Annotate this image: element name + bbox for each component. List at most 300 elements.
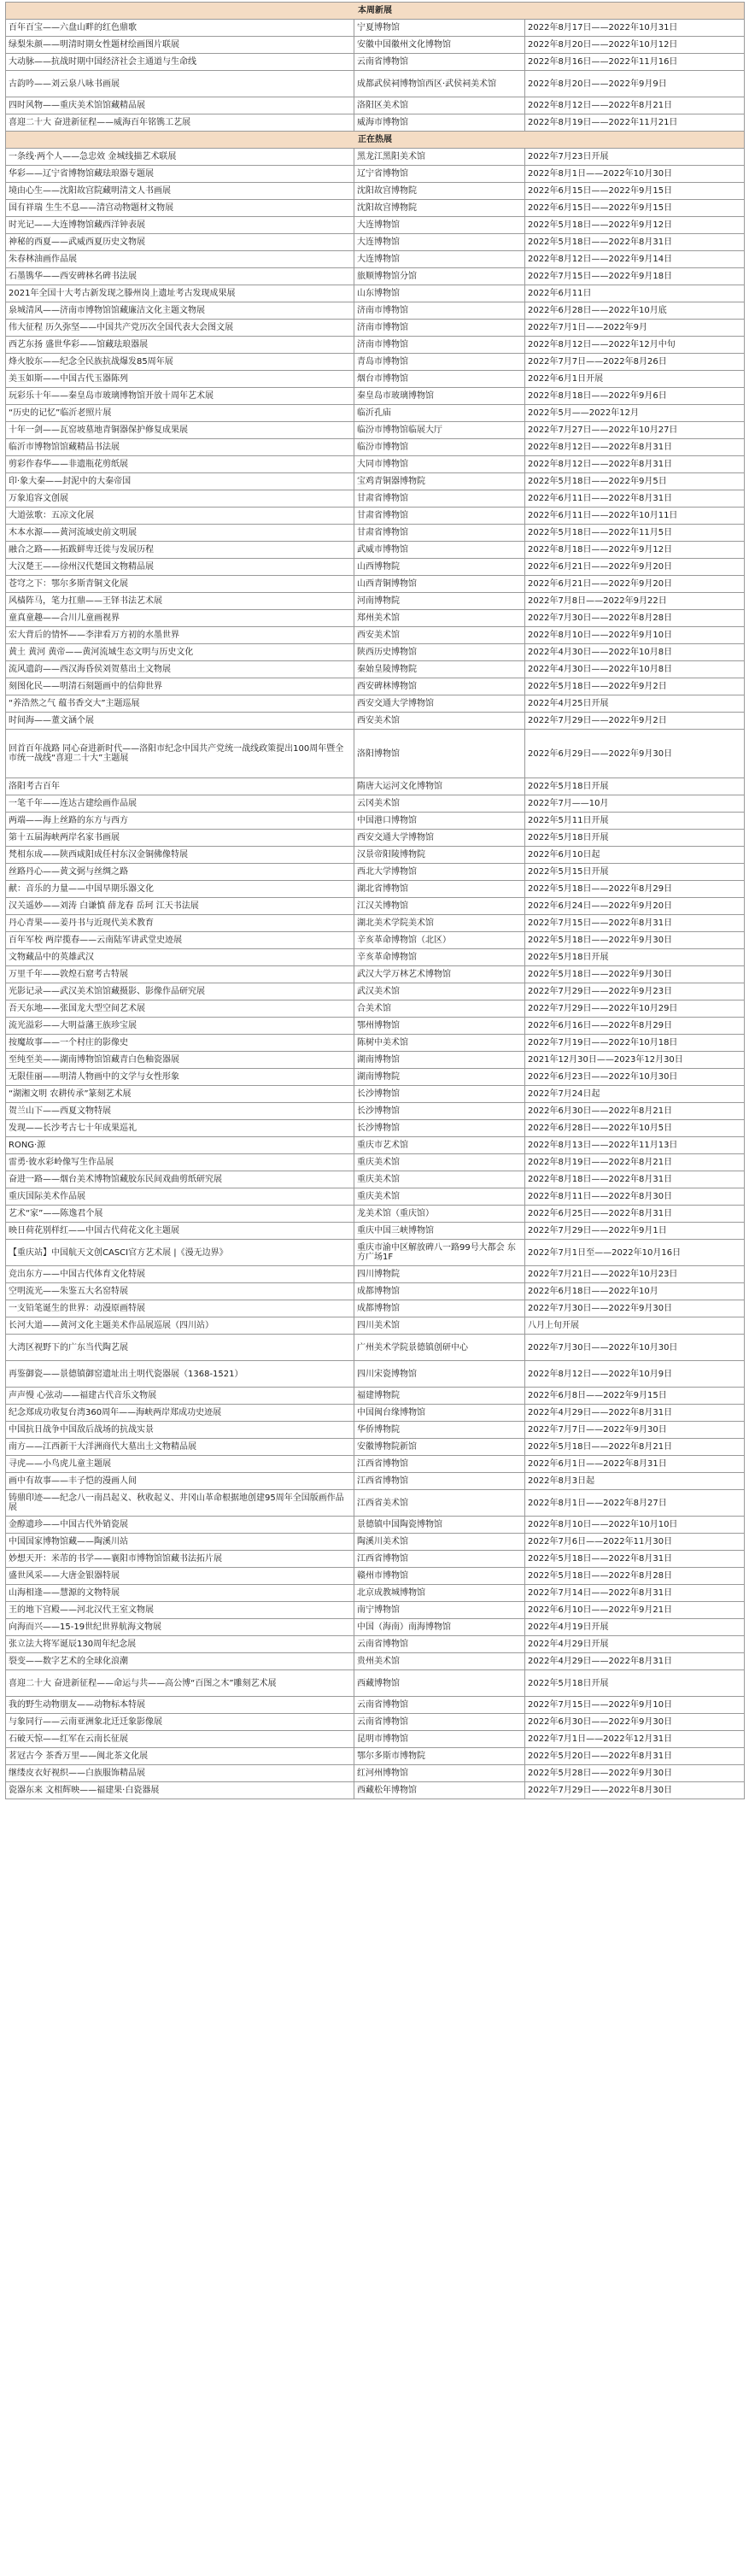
exhibition-name: 百年百宝——六盘山畔的红色鼎歌 (6, 20, 354, 37)
table-row (6, 966, 745, 983)
table-row (6, 593, 745, 610)
table-row (6, 285, 745, 302)
exhibition-date: 2022年8月12日——2022年10月9日 (525, 1361, 745, 1388)
exhibition-venue: 成都博物馆 (354, 1300, 525, 1317)
exhibition-name: 向海而兴——15-19世纪世界航海文物展 (6, 1619, 354, 1636)
exhibition-venue: 青岛市博物馆 (354, 354, 525, 371)
exhibition-date: 2022年8月12日——2022年12月中旬 (525, 337, 745, 354)
table-row (6, 1602, 745, 1619)
exhibition-venue: 沈阳故宫博物院 (354, 183, 525, 200)
table-row (6, 1765, 745, 1782)
table-row (6, 830, 745, 847)
exhibition-name: 映日荷花别样红——中国古代荷花文化主题展 (6, 1223, 354, 1240)
exhibition-name: 吾天东地——张国龙大型空间艺术展 (6, 1000, 354, 1018)
exhibition-name: 两端——海上丝路的东方与西方 (6, 813, 354, 830)
exhibition-name: 光影记录——武汉美术馆馆藏摄影、影像作品研究展 (6, 983, 354, 1000)
table-row (6, 932, 745, 949)
exhibition-name: 喜迎二十大 奋进新征程——命运与共——高公博“百图之木”雕刻艺术展 (6, 1670, 354, 1697)
exhibition-name: 临沂市博物馆馆藏精品书法展 (6, 439, 354, 456)
table-row (6, 490, 745, 508)
exhibition-name: 泉城清风——济南市博物馆馆藏廉洁文化主题文物展 (6, 302, 354, 320)
exhibition-date: 2022年6月16日——2022年8月29日 (525, 1018, 745, 1035)
table-row (6, 1283, 745, 1300)
exhibition-date: 2022年7月15日——2022年9月18日 (525, 268, 745, 285)
exhibition-name: 汉关遥妙——刘涛 白谦慎 薛龙春 岳珂 江天书法展 (6, 898, 354, 915)
exhibition-venue: 龙美术馆（重庆馆） (354, 1206, 525, 1223)
exhibition-venue: 福建博物院 (354, 1388, 525, 1405)
exhibition-date: 2022年6月25日——2022年8月31日 (525, 1206, 745, 1223)
table-row (6, 1405, 745, 1422)
exhibition-date: 2022年8月10日——2022年10月10日 (525, 1517, 745, 1534)
exhibition-name: 木本水源——黄河流域史前文明展 (6, 525, 354, 542)
exhibition-date: 2022年6月1日开展 (525, 371, 745, 388)
exhibition-date: 2022年7月15日——2022年8月31日 (525, 915, 745, 932)
exhibition-venue: 秦始皇陵博物院 (354, 661, 525, 678)
table-row (6, 388, 745, 405)
exhibition-name: 一条线·两个人——急忠效 金城线描艺术联展 (6, 149, 354, 166)
exhibition-venue: 华侨博物院 (354, 1422, 525, 1439)
exhibition-venue: 甘肃省博物馆 (354, 508, 525, 525)
exhibition-date: 2022年7月29日——2022年9月2日 (525, 713, 745, 730)
table-row (6, 542, 745, 559)
exhibition-name: 盛世风采——大唐金银器特展 (6, 1568, 354, 1585)
exhibition-venue: 威海市博物馆 (354, 114, 525, 132)
exhibition-date: 2022年5月18日开展 (525, 830, 745, 847)
table-row (6, 439, 745, 456)
exhibition-venue: 武汉美术馆 (354, 983, 525, 1000)
exhibition-date: 2022年4月29日——2022年8月31日 (525, 1405, 745, 1422)
exhibition-name: 梵相东成——陕西咸阳成任村东汉金铜佛像特展 (6, 847, 354, 864)
table-row (6, 1534, 745, 1551)
exhibition-venue: 大同市博物馆 (354, 456, 525, 473)
exhibition-date: 2022年5月18日开展 (525, 949, 745, 966)
table-row (6, 1069, 745, 1086)
table-row (6, 559, 745, 576)
exhibition-name: 石墨镌华——西安碑林名碑书法展 (6, 268, 354, 285)
section-header-row (6, 3, 745, 20)
exhibition-name: 献：音乐的力量——中国早期乐器文化 (6, 881, 354, 898)
exhibition-venue: 旅顺博物馆分馆 (354, 268, 525, 285)
table-row (6, 1266, 745, 1283)
exhibition-name: 回首百年战路 同心奋进新时代——洛阳市纪念中国共产党统一战线政策提出100周年暨全市统一战线“喜迎二十大”主题展 (6, 730, 354, 778)
exhibition-date: 2022年8月11日——2022年8月30日 (525, 1188, 745, 1206)
exhibition-venue: 宝鸡青铜器博物院 (354, 473, 525, 490)
exhibition-name: 石破天惊——红军在云南长征展 (6, 1731, 354, 1748)
exhibition-venue: 西安美术馆 (354, 627, 525, 644)
exhibition-date: 2022年5月18日——2022年8月21日 (525, 1439, 745, 1456)
exhibition-date: 2022年8月16日——2022年11月16日 (525, 54, 745, 71)
exhibition-venue: 临汾市博物馆 (354, 439, 525, 456)
table-row (6, 1731, 745, 1748)
table-row (6, 1137, 745, 1154)
table-row (6, 456, 745, 473)
exhibition-venue: 四川美术馆 (354, 1317, 525, 1335)
table-row (6, 268, 745, 285)
exhibition-date: 2022年7月27日——2022年10月27日 (525, 422, 745, 439)
exhibition-venue: 红河州博物馆 (354, 1765, 525, 1782)
exhibition-venue: 湖北省博物馆 (354, 881, 525, 898)
exhibition-venue: 黑龙江黑阳美术馆 (354, 149, 525, 166)
section-title: 本周新展 (6, 3, 745, 20)
exhibition-date: 2022年7月15日——2022年9月10日 (525, 1697, 745, 1714)
exhibition-name: 神秘的西夏——武威西夏历史文物展 (6, 234, 354, 251)
table-row (6, 1188, 745, 1206)
exhibition-venue: 重庆美术馆 (354, 1154, 525, 1171)
table-row (6, 20, 745, 37)
exhibition-table-body (6, 3, 745, 1799)
exhibition-date: 2022年5月18日——2022年11月5日 (525, 525, 745, 542)
exhibition-venue: 湖北美术学院美术馆 (354, 915, 525, 932)
exhibition-name: 融合之路——拓跋鲜卑迁徙与发展历程 (6, 542, 354, 559)
exhibition-venue: 成都武侯祠博物馆西区·武侯祠美术馆 (354, 71, 525, 97)
table-row (6, 881, 745, 898)
table-row (6, 1697, 745, 1714)
table-row (6, 114, 745, 132)
exhibition-venue: 广州美术学院景德镇创研中心 (354, 1335, 525, 1361)
exhibition-venue: 安徽博物院新馆 (354, 1439, 525, 1456)
exhibition-name: 2021年全国十大考古新发现之滕州岗上遗址考古发现成果展 (6, 285, 354, 302)
exhibition-name: 华彩——辽宁省博物馆藏珐琅器专题展 (6, 166, 354, 183)
exhibition-name: 妙想天开：米芾的书学——襄阳市博物馆馆藏书法拓片展 (6, 1551, 354, 1568)
exhibition-venue: 西安交通大学博物馆 (354, 830, 525, 847)
table-row (6, 405, 745, 422)
table-row (6, 1018, 745, 1035)
exhibition-venue: 西安交通大学博物馆 (354, 695, 525, 713)
exhibition-venue: 四川博物院 (354, 1266, 525, 1283)
exhibition-name: 万象追容文创展 (6, 490, 354, 508)
exhibition-name: 发现——长沙考古七十年成果巡礼 (6, 1120, 354, 1137)
exhibition-table (5, 2, 745, 1799)
table-row (6, 508, 745, 525)
exhibition-date: 2022年7月29日——2022年9月23日 (525, 983, 745, 1000)
exhibition-date: 2022年8月12日——2022年8月31日 (525, 456, 745, 473)
table-row (6, 371, 745, 388)
table-row (6, 1517, 745, 1534)
exhibition-date: 2022年5月18日——2022年8月31日 (525, 234, 745, 251)
exhibition-date: 2021年12月30日——2023年12月30日 (525, 1052, 745, 1069)
exhibition-venue: 河南博物院 (354, 593, 525, 610)
table-row (6, 1551, 745, 1568)
exhibition-date: 2022年8月3日起 (525, 1473, 745, 1490)
exhibition-name: 画中有故事——丰子恺的漫画人间 (6, 1473, 354, 1490)
exhibition-date: 2022年7月30日——2022年9月30日 (525, 1300, 745, 1317)
exhibition-date: 2022年8月18日——2022年9月6日 (525, 388, 745, 405)
exhibition-venue: 西藏博物馆 (354, 1670, 525, 1697)
table-row (6, 320, 745, 337)
exhibition-date: 2022年5月28日——2022年9月30日 (525, 1765, 745, 1782)
exhibition-date: 2022年7月7日——2022年8月26日 (525, 354, 745, 371)
exhibition-name: 万里千年——敦煌石窟考古特展 (6, 966, 354, 983)
exhibition-venue: 重庆市渝中区解放碑八一路99号大都会 东方广场1F (354, 1240, 525, 1266)
exhibition-date: 2022年7月30日——2022年8月28日 (525, 610, 745, 627)
exhibition-name: 第十五届海峡两岸名家书画展 (6, 830, 354, 847)
exhibition-venue: 鄂州博物馆 (354, 1018, 525, 1035)
exhibition-date: 2022年6月30日——2022年9月30日 (525, 1714, 745, 1731)
table-row (6, 864, 745, 881)
table-row (6, 1361, 745, 1388)
exhibition-venue: 云南省博物馆 (354, 54, 525, 71)
table-row (6, 610, 745, 627)
section-header-row (6, 132, 745, 149)
table-row (6, 847, 745, 864)
exhibition-venue: 长沙博物馆 (354, 1086, 525, 1103)
exhibition-name: 重庆国际美术作品展 (6, 1188, 354, 1206)
exhibition-name: 继缕皮衣好视织——白族服饰精品展 (6, 1765, 354, 1782)
exhibition-date: 2022年6月28日——2022年10月5日 (525, 1120, 745, 1137)
table-row (6, 54, 745, 71)
exhibition-venue: 重庆中国三峡博物馆 (354, 1223, 525, 1240)
exhibition-date: 2022年6月28日——2022年10月底 (525, 302, 745, 320)
exhibition-name: 艺术“家”——陈逸君个展 (6, 1206, 354, 1223)
exhibition-date: 2022年8月20日——2022年10月12日 (525, 37, 745, 54)
exhibition-date: 2022年5月18日——2022年8月28日 (525, 1568, 745, 1585)
exhibition-date: 2022年7月7日——2022年9月30日 (525, 1422, 745, 1439)
table-row (6, 949, 745, 966)
exhibition-date: 2022年8月20日——2022年9月9日 (525, 71, 745, 97)
exhibition-date: 2022年7月14日——2022年8月31日 (525, 1585, 745, 1602)
exhibition-name: 大湾区视野下的广东当代陶艺展 (6, 1335, 354, 1361)
table-row (6, 1473, 745, 1490)
exhibition-name: 十年一剑——瓦窑坡墓地青铜器保护修复成果展 (6, 422, 354, 439)
exhibition-date: 2022年5月15日开展 (525, 864, 745, 881)
exhibition-date: 2022年8月18日——2022年9月12日 (525, 542, 745, 559)
exhibition-venue: 云南省博物馆 (354, 1636, 525, 1653)
exhibition-date: 2022年6月29日——2022年9月30日 (525, 730, 745, 778)
exhibition-name: 空明流光——朱鉴五大名窑特展 (6, 1283, 354, 1300)
table-row (6, 1052, 745, 1069)
table-row (6, 1585, 745, 1602)
exhibition-date: 2022年7月8日——2022年9月22日 (525, 593, 745, 610)
exhibition-name: 流光溢彩——大明益藩王族珍宝展 (6, 1018, 354, 1035)
exhibition-venue: 合美术馆 (354, 1000, 525, 1018)
exhibition-venue: 重庆美术馆 (354, 1188, 525, 1206)
exhibition-date: 2022年6月18日——2022年10月 (525, 1283, 745, 1300)
exhibition-name: 中国抗日战争中国敌后战场的抗战实景 (6, 1422, 354, 1439)
exhibition-date: 2022年6月10日——2022年9月21日 (525, 1602, 745, 1619)
exhibition-date: 2022年6月11日——2022年10月11日 (525, 508, 745, 525)
exhibition-date: 2022年8月1日——2022年8月27日 (525, 1490, 745, 1517)
exhibition-venue: 山东博物馆 (354, 285, 525, 302)
exhibition-venue: 安徽中国徽州文化博物馆 (354, 37, 525, 54)
exhibition-name: 洛阳考古百年 (6, 778, 354, 795)
exhibition-name: 山海相逢——慧源的文物特展 (6, 1585, 354, 1602)
table-row (6, 644, 745, 661)
exhibition-date: 八月上旬开展 (525, 1317, 745, 1335)
exhibition-venue: 赣州市博物馆 (354, 1568, 525, 1585)
table-row (6, 713, 745, 730)
exhibition-name: 【重庆站】中国航天文创CASCI官方艺术展 |《漫无边界》 (6, 1240, 354, 1266)
table-row (6, 1714, 745, 1731)
table-row (6, 525, 745, 542)
exhibition-date: 2022年4月30日——2022年10月8日 (525, 661, 745, 678)
exhibition-venue: 江西省博物馆 (354, 1456, 525, 1473)
table-row (6, 473, 745, 490)
exhibition-venue: 湖南博物馆 (354, 1052, 525, 1069)
exhibition-venue: 西安美术馆 (354, 713, 525, 730)
table-row (6, 983, 745, 1000)
exhibition-date: 2022年7月6日——2022年11月30日 (525, 1534, 745, 1551)
exhibition-venue: 宁夏博物馆 (354, 20, 525, 37)
exhibition-name: 绿梨朱颜——明清时期女性题材绘画图片联展 (6, 37, 354, 54)
exhibition-name: 玩彩乐十年——秦皇岛市玻璃博物馆开放十周年艺术展 (6, 388, 354, 405)
exhibition-date: 2022年4月29日——2022年8月31日 (525, 1653, 745, 1670)
exhibition-venue: 长沙博物馆 (354, 1120, 525, 1137)
exhibition-venue: 洛阳区美术馆 (354, 97, 525, 114)
table-row (6, 1086, 745, 1103)
exhibition-date: 2022年6月24日——2022年9月20日 (525, 898, 745, 915)
table-row (6, 251, 745, 268)
table-row (6, 1490, 745, 1517)
exhibition-date: 2022年6月21日——2022年9月20日 (525, 576, 745, 593)
exhibition-venue: 西安碑林博物馆 (354, 678, 525, 695)
table-row (6, 337, 745, 354)
exhibition-name: 美玉如斯——中国古代玉器陈列 (6, 371, 354, 388)
exhibition-date: 2022年7月29日——2022年8月30日 (525, 1782, 745, 1799)
exhibition-venue: 武汉大学万林艺术博物馆 (354, 966, 525, 983)
exhibition-name: 百年军校 两岸揽春——云南陆军讲武堂史迹展 (6, 932, 354, 949)
table-row (6, 678, 745, 695)
exhibition-venue: 济南市博物馆 (354, 320, 525, 337)
exhibition-name: 茗冠古今 茶香万里——闽北茶文化展 (6, 1748, 354, 1765)
exhibition-name: 印·象大秦——封泥中的大秦帝国 (6, 473, 354, 490)
exhibition-name: 大汉楚王——徐州汉代楚国文物精品展 (6, 559, 354, 576)
exhibition-venue: 南宁博物馆 (354, 1602, 525, 1619)
exhibition-date: 2022年5月18日——2022年9月30日 (525, 966, 745, 983)
exhibition-venue: 烟台市博物馆 (354, 371, 525, 388)
exhibition-date: 2022年7月——10月 (525, 795, 745, 813)
exhibition-name: 文物藏品中的英雄武汉 (6, 949, 354, 966)
exhibition-date: 2022年8月13日——2022年11月13日 (525, 1137, 745, 1154)
table-row (6, 37, 745, 54)
exhibition-name: 大动脉——抗战时期中国经济社会主通道与生命线 (6, 54, 354, 71)
exhibition-name: 南方——江西新干大洋洲商代大墓出土文物精品展 (6, 1439, 354, 1456)
exhibition-venue: 汉景帝阳陵博物院 (354, 847, 525, 864)
exhibition-date: 2022年5月20日——2022年8月31日 (525, 1748, 745, 1765)
exhibition-date: 2022年8月17日——2022年10月31日 (525, 20, 745, 37)
table-row (6, 1223, 745, 1240)
exhibition-venue: 辽宁省博物馆 (354, 166, 525, 183)
exhibition-venue: 江西省美术馆 (354, 1490, 525, 1517)
exhibition-date: 2022年8月1日——2022年10月30日 (525, 166, 745, 183)
exhibition-date: 2022年7月29日——2022年10月29日 (525, 1000, 745, 1018)
exhibition-date: 2022年8月12日——2022年9月14日 (525, 251, 745, 268)
exhibition-date: 2022年7月1日至——2022年10月16日 (525, 1240, 745, 1266)
exhibition-venue: 昆明市博物馆 (354, 1731, 525, 1748)
table-row (6, 234, 745, 251)
table-row (6, 695, 745, 713)
exhibition-name: 金醇遗珍——中国古代外销瓷展 (6, 1517, 354, 1534)
exhibition-venue: 沈阳故宫博物院 (354, 200, 525, 217)
exhibition-date: 2022年8月18日——2022年8月31日 (525, 1171, 745, 1188)
table-row (6, 166, 745, 183)
table-row (6, 1619, 745, 1636)
table-row (6, 1388, 745, 1405)
exhibition-venue: 临沂孔庙 (354, 405, 525, 422)
table-row (6, 795, 745, 813)
table-row (6, 422, 745, 439)
exhibition-venue: 洛阳博物馆 (354, 730, 525, 778)
exhibition-date: 2022年6月10日起 (525, 847, 745, 864)
table-row (6, 1748, 745, 1765)
exhibition-venue: 隋唐大运河文化博物馆 (354, 778, 525, 795)
table-row (6, 1000, 745, 1018)
table-row (6, 1103, 745, 1120)
exhibition-name: 寻虎——小鸟虎儿童主题展 (6, 1456, 354, 1473)
exhibition-name: 大道弦歌：五凉文化展 (6, 508, 354, 525)
exhibition-name: 铸鼎印迹——纪念八一南昌起义、秋收起义、井冈山革命根据地创建95周年全国版画作品展 (6, 1490, 354, 1517)
exhibition-name: 境由心生——沈阳故宫院藏明清文人书画展 (6, 183, 354, 200)
table-row (6, 1568, 745, 1585)
exhibition-date: 2022年5月18日开展 (525, 1670, 745, 1697)
exhibition-venue: 济南市博物馆 (354, 337, 525, 354)
table-row (6, 354, 745, 371)
exhibition-venue: 西藏松年博物馆 (354, 1782, 525, 1799)
exhibition-date: 2022年5月18日——2022年8月29日 (525, 881, 745, 898)
exhibition-date: 2022年5月18日——2022年9月2日 (525, 678, 745, 695)
table-row (6, 627, 745, 644)
exhibition-date: 2022年6月15日——2022年9月15日 (525, 183, 745, 200)
exhibition-venue: 陈树中美术馆 (354, 1035, 525, 1052)
exhibition-name: 长河大道——黄河文化主题美术作品展巡展（四川站） (6, 1317, 354, 1335)
exhibition-venue: 北京成教城博物馆 (354, 1585, 525, 1602)
exhibition-venue: 大连博物馆 (354, 234, 525, 251)
exhibition-name: 风樯阵马，笔力扛鼎——王铎书法艺术展 (6, 593, 354, 610)
table-row (6, 1035, 745, 1052)
exhibition-name: 流风遗韵——西汉海昏侯刘贺墓出土文物展 (6, 661, 354, 678)
exhibition-name: 四时风物——重庆美术馆馆藏精品展 (6, 97, 354, 114)
exhibition-venue: 景德镇中国陶瓷博物馆 (354, 1517, 525, 1534)
exhibition-date: 2022年7月30日——2022年10月30日 (525, 1335, 745, 1361)
exhibition-venue: 成都博物馆 (354, 1283, 525, 1300)
table-row (6, 730, 745, 778)
table-row (6, 1317, 745, 1335)
exhibition-date: 2022年6月11日——2022年8月31日 (525, 490, 745, 508)
exhibition-venue: 云南省博物馆 (354, 1697, 525, 1714)
exhibition-date: 2022年4月30日——2022年10月8日 (525, 644, 745, 661)
exhibition-name: “历史的记忆”临沂老照片展 (6, 405, 354, 422)
exhibition-date: 2022年4月19日开展 (525, 1619, 745, 1636)
exhibition-name: 与象同行——云南亚洲象北迁迁象影像展 (6, 1714, 354, 1731)
exhibition-name: 再鉴御瓷——景德镇御窑遗址出土明代瓷器展（1368-1521） (6, 1361, 354, 1388)
table-row (6, 1335, 745, 1361)
exhibition-date: 2022年5月18日——2022年9月12日 (525, 217, 745, 234)
table-row (6, 1120, 745, 1137)
exhibition-name: 西艺东扬 盛世华彩——馆藏珐琅器展 (6, 337, 354, 354)
exhibition-name: 纪念郑成功收复台湾360周年——海峡两岸郑成功史迹展 (6, 1405, 354, 1422)
table-row (6, 1782, 745, 1799)
exhibition-date: 2022年8月19日——2022年8月21日 (525, 1154, 745, 1171)
exhibition-name: 竞出东方——中国古代体育文化特展 (6, 1266, 354, 1283)
exhibition-name: 苍穹之下：鄂尔多斯青铜文化展 (6, 576, 354, 593)
exhibition-date: 2022年7月1日——2022年12月31日 (525, 1731, 745, 1748)
exhibition-name: 伟大征程 历久弥坚——中国共产党历次全国代表大会图文展 (6, 320, 354, 337)
table-row (6, 778, 745, 795)
exhibition-name: 瓷器东来 文相辉映——福建果·白瓷器展 (6, 1782, 354, 1799)
exhibition-name: “养浩然之气 蕴书香交大”主题巡展 (6, 695, 354, 713)
exhibition-name: 烽火胶东——纪念全民族抗战爆发85周年展 (6, 354, 354, 371)
exhibition-name: RONG·源 (6, 1137, 354, 1154)
exhibition-venue: 辛亥革命博物馆（北区） (354, 932, 525, 949)
exhibition-name: 国有祥瑞 生生不息——清宫动物题材文物展 (6, 200, 354, 217)
table-row (6, 1206, 745, 1223)
exhibition-name: 剪彩作春华——非遗瓶花剪纸展 (6, 456, 354, 473)
exhibition-venue: 秦皇岛市玻璃博物馆 (354, 388, 525, 405)
table-row (6, 1240, 745, 1266)
exhibition-date: 2022年7月19日——2022年10月18日 (525, 1035, 745, 1052)
exhibition-venue: 西北大学博物馆 (354, 864, 525, 881)
exhibition-date: 2022年6月23日——2022年10月30日 (525, 1069, 745, 1086)
table-row (6, 915, 745, 932)
